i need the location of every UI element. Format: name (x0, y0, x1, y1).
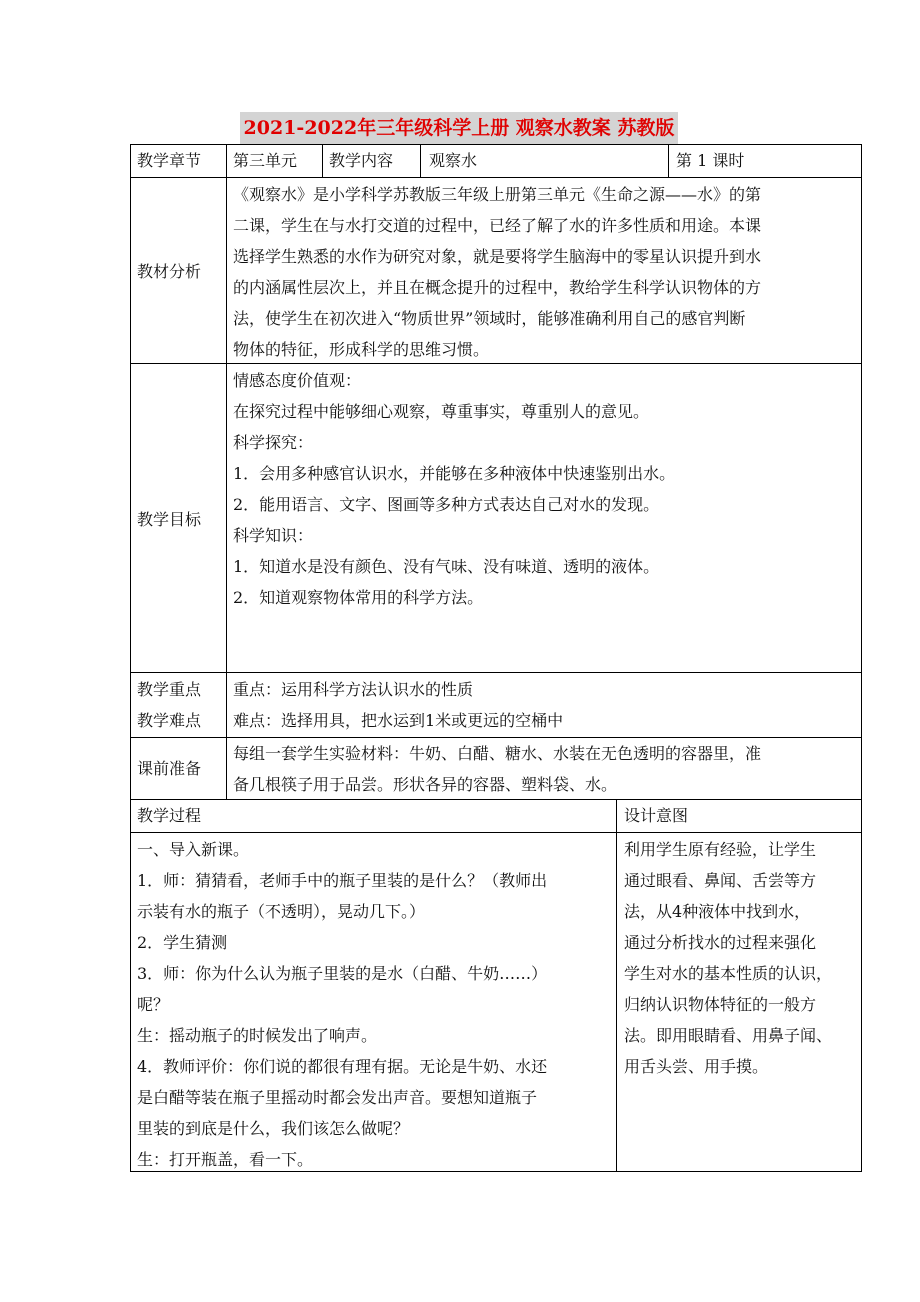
prep-text (233, 738, 761, 800)
text-line: 科学知识： (233, 526, 314, 545)
text-line: 每组一套学生实验材料：牛奶、白醋、糖水、水装在无色透明的容器里，准 (233, 744, 762, 763)
text-line: 法，使学生在初次进入“物质世界”领域时，能够准确利用自己的感官判断 (233, 309, 746, 328)
process-text (137, 834, 547, 1175)
col-divider (616, 799, 617, 1172)
prep-label: 课前准备 (137, 759, 202, 778)
row-divider (130, 177, 862, 178)
col-divider (322, 144, 323, 177)
chapter-value: 第三单元 (233, 151, 298, 170)
text-line: 难点：选择用具，把水运到1米或更远的空桶中 (233, 711, 564, 730)
text-line: 的内涵属性层次上，并且在概念提升的过程中，教给学生科学认识物体的方 (233, 278, 762, 297)
text-line: 选择学生熟悉的水作为研究对象，就是要将学生脑海中的零星认识提升到水 (233, 247, 762, 266)
text-line: 呢？ (137, 995, 170, 1014)
text-line: 通过分析找水的过程来强化 (624, 933, 817, 952)
text-line: 生：摇动瓶子的时候发出了响声。 (137, 1026, 378, 1045)
process-header: 教学过程 (137, 806, 202, 825)
text-line: 二课，学生在与水打交道的过程中，已经了解了水的许多性质和用途。本课 (233, 216, 762, 235)
document-title: 2021-2022年三年级科学上册 观察水教案 苏教版 (240, 112, 678, 145)
text-line: 归纳认识物体特征的一般方 (624, 995, 817, 1014)
content-value: 观察水 (429, 151, 478, 170)
row-divider (130, 832, 862, 833)
period-value: 第 1 课时 (676, 151, 745, 170)
text-line: 通过眼看、鼻闻、舌尝等方 (624, 871, 817, 890)
analysis-text (233, 179, 761, 365)
text-line: 物体的特征，形成科学的思维习惯。 (233, 340, 490, 359)
text-line: 一、导入新课。 (137, 840, 250, 859)
text-line: 学生对水的基本性质的认识， (624, 964, 833, 983)
keypoints-labels (137, 674, 201, 736)
text-line: 生：打开瓶盖，看一下。 (137, 1150, 314, 1169)
text-line: 1．会用多种感官认识水，并能够在多种液体中快速鉴别出水。 (233, 464, 676, 483)
keypoints-text (233, 674, 563, 736)
text-line: 示装有水的瓶子（不透明），晃动几下。） (137, 902, 426, 921)
text-line: 1．知道水是没有颜色、没有气味、没有味道、透明的液体。 (233, 557, 660, 576)
content-label: 教学内容 (329, 151, 394, 170)
text-line: 备几根筷子用于品尝。形状各异的容器、塑料袋、水。 (233, 775, 618, 794)
text-line: 法，从4种液体中找到水， (624, 902, 811, 921)
text-line: 重点：运用科学方法认识水的性质 (233, 680, 474, 699)
analysis-label: 教材分析 (137, 262, 202, 281)
text-line: 2．学生猜测 (137, 933, 228, 952)
design-text (624, 834, 832, 1082)
text-line: 是白醋等装在瓶子里摇动时都会发出声音。要想知道瓶子 (137, 1088, 538, 1107)
text-line: 科学探究： (233, 433, 314, 452)
text-line: 情感态度价值观： (233, 371, 362, 390)
text-line: 利用学生原有经验，让学生 (624, 840, 817, 859)
col-divider (420, 144, 421, 177)
key-label: 教学重点 (137, 680, 202, 699)
text-line: 在探究过程中能够细心观察，尊重事实，尊重别人的意见。 (233, 402, 650, 421)
goals-text (233, 365, 675, 613)
col-divider (226, 144, 227, 799)
row-divider (130, 672, 862, 673)
difficulty-label: 教学难点 (137, 711, 202, 730)
text-line: 4．教师评价：你们说的都很有理有据。无论是牛奶、水还 (137, 1057, 548, 1076)
goals-label: 教学目标 (137, 510, 202, 529)
text-line: 1．师：猜猜看，老师手中的瓶子里装的是什么？（教师出 (137, 871, 548, 890)
chapter-label: 教学章节 (137, 151, 202, 170)
design-header: 设计意图 (624, 806, 689, 825)
text-line: 3．师：你为什么认为瓶子里装的是水（白醋、牛奶……） (137, 964, 548, 983)
text-line: 用舌头尝、用手摸。 (624, 1057, 769, 1076)
text-line: 法。即用眼睛看、用鼻子闻、 (624, 1026, 833, 1045)
text-line: 2．知道观察物体常用的科学方法。 (233, 588, 484, 607)
col-divider (668, 144, 669, 177)
text-line: 《观察水》是小学科学苏教版三年级上册第三单元《生命之源——水》的第 (233, 185, 762, 204)
text-line: 里装的到底是什么，我们该怎么做呢？ (137, 1119, 410, 1138)
text-line: 2．能用语言、文字、图画等多种方式表达自己对水的发现。 (233, 495, 660, 514)
